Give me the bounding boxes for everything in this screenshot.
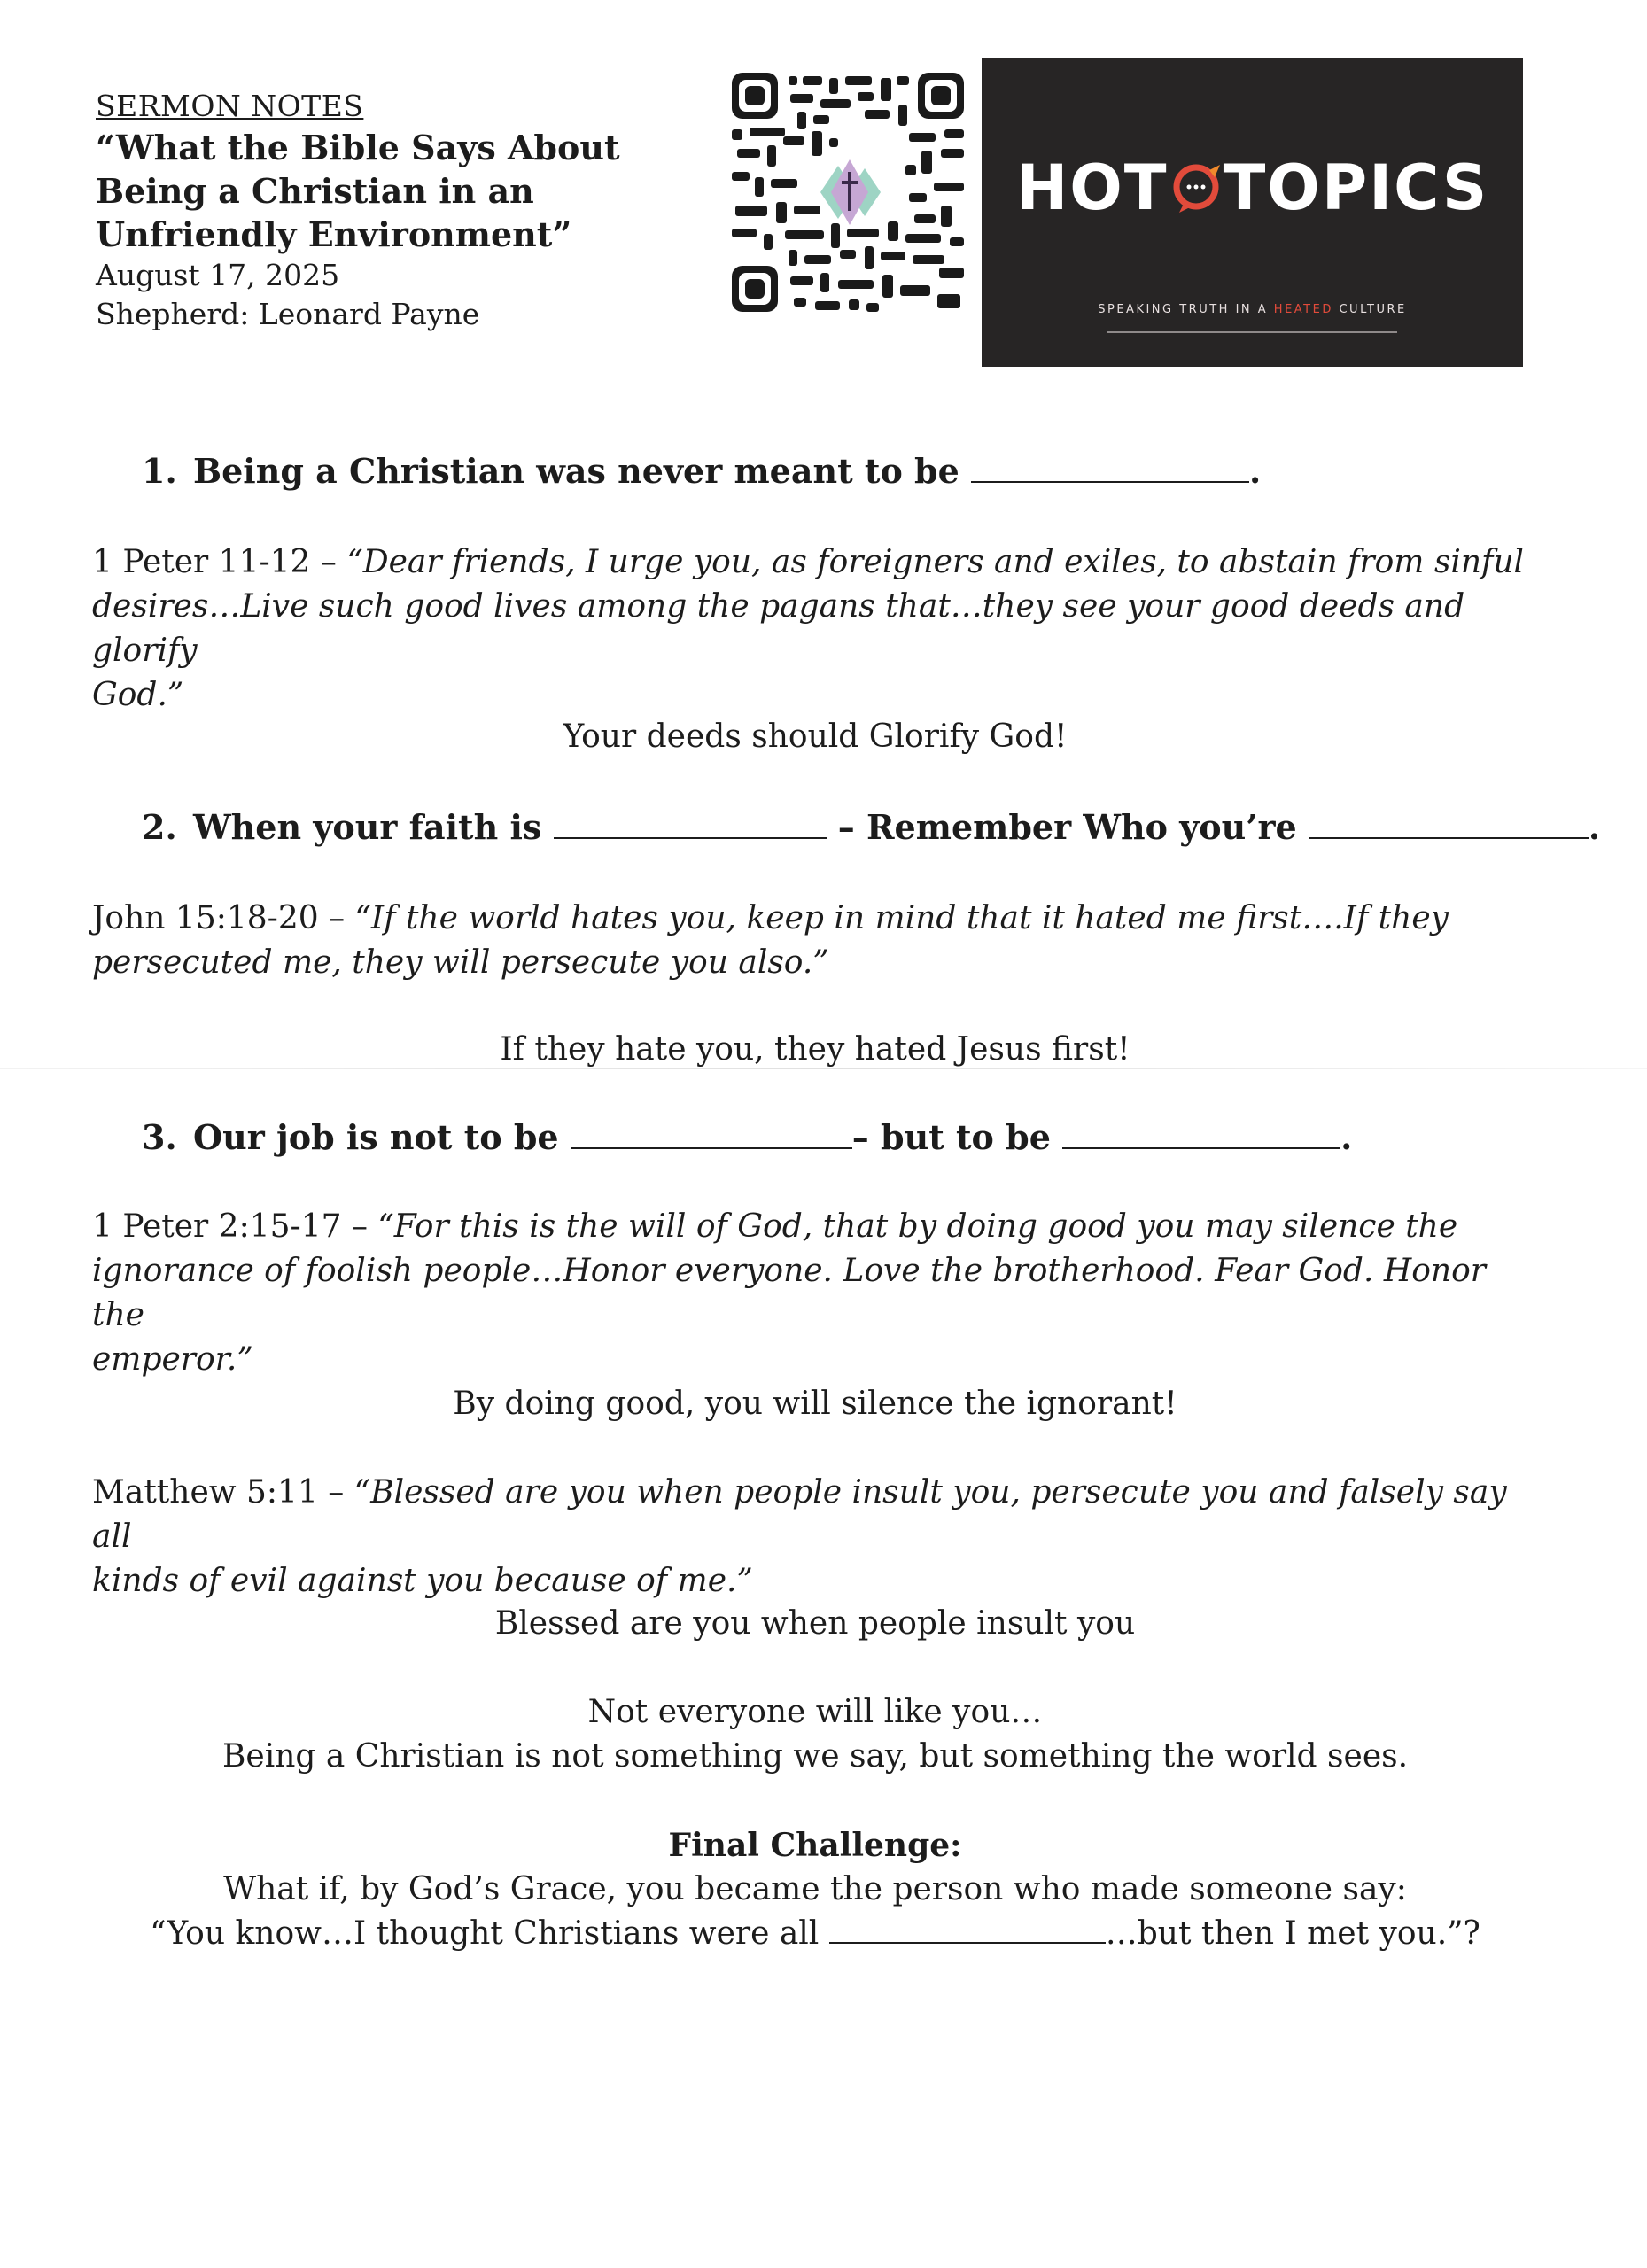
banner-tagline-start: SPEAKING TRUTH IN A xyxy=(1098,303,1274,316)
banner-tagline xyxy=(982,303,1523,316)
banner-divider xyxy=(1107,331,1397,333)
fill-in-blank[interactable] xyxy=(1062,1119,1340,1149)
banner-tagline-accent: HEATED xyxy=(1273,303,1333,316)
point-2 xyxy=(142,806,1600,849)
point-text: . xyxy=(1249,451,1262,491)
point-text: Being a Christian was never meant to be xyxy=(193,451,971,491)
scripture-quote: “Blessed are you when people insult you, persecute you and falsely say all xyxy=(92,1474,1507,1555)
scripture-line xyxy=(92,897,1527,941)
point-text: When your faith is xyxy=(193,807,554,847)
takeaway-3: By doing good, you will silence the ignorant! xyxy=(453,1386,1177,1422)
fill-in-blank[interactable] xyxy=(829,1914,1106,1944)
point-text: . xyxy=(1588,807,1601,847)
fill-in-blank[interactable] xyxy=(554,809,827,839)
qr-code-graphic xyxy=(732,73,964,312)
fill-in-blank[interactable] xyxy=(571,1119,852,1149)
sermon-title xyxy=(96,126,663,256)
scripture-line xyxy=(92,540,1527,585)
sermon-title-line: Being a Christian in an xyxy=(96,171,534,211)
point-3 xyxy=(142,1116,1352,1159)
sermon-date: August 17, 2025 xyxy=(96,258,340,292)
banner-tagline-end: CULTURE xyxy=(1332,303,1407,316)
final-challenge-blank-line xyxy=(89,1912,1542,1956)
takeaway-4: Blessed are you when people insult you xyxy=(494,1605,1136,1642)
takeaway-6: Being a Christian is not something we say, but something the world sees. xyxy=(221,1738,1409,1775)
final-challenge-line: What if, by God’s Grace, you became the person who made someone say: xyxy=(223,1871,1407,1907)
scripture-1-peter-2-15-17 xyxy=(92,1205,1527,1382)
scripture-reference: Matthew 5:11 – xyxy=(92,1474,354,1511)
point-text: – but to be xyxy=(851,1117,1063,1157)
point-number: 3. xyxy=(142,1117,177,1157)
sermon-title-line: “What the Bible Says About xyxy=(96,128,620,167)
final-challenge-heading: Final Challenge: xyxy=(668,1827,962,1864)
hot-topics-banner xyxy=(982,58,1523,367)
scripture-reference: 1 Peter 2:15-17 – xyxy=(92,1208,378,1245)
scripture-reference: 1 Peter 11-12 – xyxy=(92,544,347,580)
scripture-john-15-18-20 xyxy=(92,897,1527,985)
takeaway-5: Not everyone will like you… xyxy=(587,1694,1043,1730)
banner-title-left: HOT xyxy=(1015,151,1169,224)
scripture-1-peter-11-12 xyxy=(92,540,1527,718)
qr-code-icon[interactable] xyxy=(732,73,964,312)
scripture-quote: ignorance of foolish people…Honor everyone. Love the brotherhood. Fear God. Honor the xyxy=(92,1253,1486,1333)
point-text: . xyxy=(1340,1117,1353,1157)
point-number: 1. xyxy=(142,451,177,491)
scripture-quote: God.” xyxy=(92,677,184,713)
scripture-line xyxy=(92,1471,1527,1559)
sermon-notes-label: SERMON NOTES xyxy=(96,89,364,123)
scripture-quote: “Dear friends, I urge you, as foreigners and exiles, to abstain from sinful xyxy=(346,544,1525,580)
header xyxy=(96,87,663,334)
scripture-reference: John 15:18-20 – xyxy=(92,900,355,936)
scripture-line xyxy=(92,1205,1527,1249)
takeaway-2: If they hate you, they hated Jesus first! xyxy=(500,1031,1130,1068)
point-1 xyxy=(142,450,1261,493)
scripture-quote: “For this is the will of God, that by doing good you may silence the xyxy=(377,1208,1458,1245)
point-text: – Remember Who you’re xyxy=(826,807,1309,847)
sermon-title-line: Unfriendly Environment” xyxy=(96,214,572,254)
banner-title-right: TOPICS xyxy=(1223,151,1489,224)
scripture-quote: kinds of evil against you because of me.” xyxy=(92,1563,753,1599)
scripture-quote: emperor.” xyxy=(92,1341,253,1378)
fill-in-blank[interactable] xyxy=(1309,809,1589,839)
speech-bubble-icon xyxy=(1170,163,1222,214)
point-text: Our job is not to be xyxy=(193,1117,571,1157)
hot-topics-logo xyxy=(982,152,1523,223)
takeaway-1: Your deeds should Glorify God! xyxy=(563,718,1068,755)
final-challenge-text: …but then I met you.”? xyxy=(1105,1915,1480,1952)
final-challenge-text: “You know…I thought Christians were all xyxy=(150,1915,829,1952)
cross-icon xyxy=(820,159,881,225)
scripture-quote: “If the world hates you, keep in mind that it hated me first….If they xyxy=(354,900,1449,936)
scripture-quote: persecuted me, they will persecute you also.” xyxy=(92,944,829,981)
scripture-matthew-5-11 xyxy=(92,1471,1527,1604)
point-number: 2. xyxy=(142,807,177,847)
fill-in-blank[interactable] xyxy=(971,453,1249,483)
scripture-quote: desires…Live such good lives among the pagans that…they see your good deeds and glorify xyxy=(92,588,1465,669)
sermon-shepherd: Shepherd: Leonard Payne xyxy=(96,297,480,331)
